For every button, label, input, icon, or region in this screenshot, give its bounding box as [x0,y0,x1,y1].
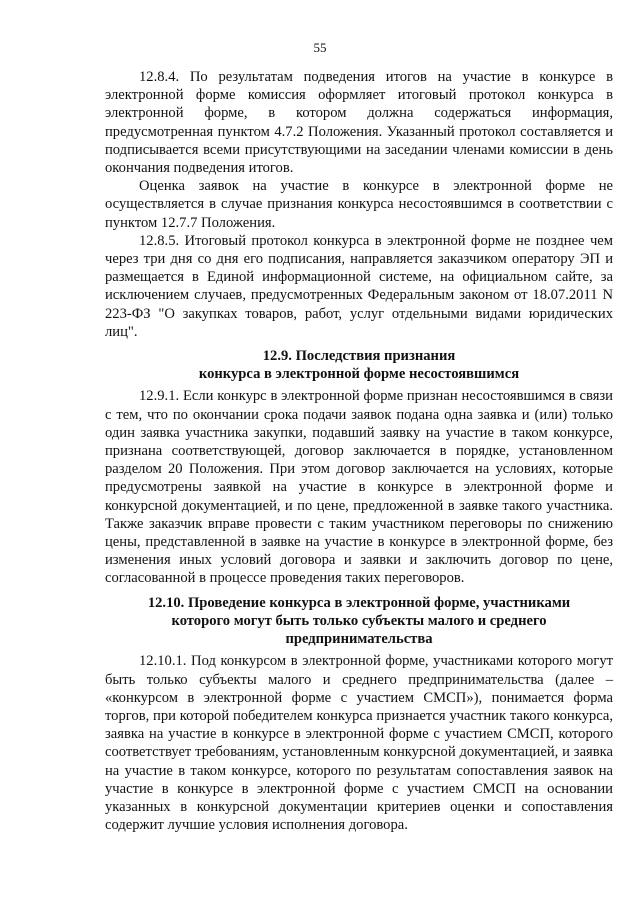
paragraph-evaluation-note: Оценка заявок на участие в конкурсе в электронной форме не осуществляется в случае признания конкурса несостоявшимся в соответствии с пунктом 12.7.7 Положения. [105,178,613,231]
paragraph-12-8-5: 12.8.5. Итоговый протокол конкурса в электронной форме не позднее чем через три дня со дня его подписания, направляется заказчиком оператору ЭП и размещается в Единой информационной системе, на официальном сайте, за исключением случаев, предусмотренных Федеральным законом от 18.07.2011 N 223-ФЗ "О закупках товаров, работ, услуг отдельными видами юридических лиц". [105,232,613,340]
section-heading-12-10-line3: предпринимательства [285,631,433,648]
section-heading-12-10-line2: которого могут быть только субъекты малого и среднего [171,612,547,629]
paragraph-12-8-4: 12.8.4. По результатам подведения итогов на участие в конкурсе в электронной форме комиссия оформляет итоговый протокол конкурса в электронной форме, в котором должна содержаться информация, предусмотренная пунктом 4.7.2 Положения. Указанный протокол составляется и подписывается всеми присутствующими на заседании членами комиссии в день окончания подведения итогов. [105,69,613,177]
page-content [105,68,613,834]
section-heading-12-10-line1: 12.10. Проведение конкурса в электронной форме, участниками [147,594,571,611]
page-number: 55 [313,40,327,55]
section-heading-12-9 [105,347,613,383]
section-heading-12-9-line2: конкурса в электронной форме несостоявшимся [198,366,520,383]
section-heading-12-9-line1: 12.9. Последствия признания [262,348,456,365]
paragraph-12-10-1: 12.10.1. Под конкурсом в электронной форме, участниками которого могут быть только субъекты малого и среднего предпринимательства (далее – «конкурсом в электронной форме с участием СМСП»), понимается форма торгов, при которой победителем конкурса признается участник такого конкурса, заявка на участие в конкурсе в электронной форме с участием СМСП, которого соответствует требованиям, установленным конкурсной документацией, и заявка на участие в таком конкурсе, которого по результатам сопоставления заявок на участие в конкурсе в электронной форме с участием СМСП на основании указанных в конкурсной документации критериев оценки и сопоставления содержит лучшие условия исполнения договора. [105,653,613,834]
paragraph-12-9-1: 12.9.1. Если конкурс в электронной форме признан несостоявшимся в связи с тем, что по окончании срока подачи заявок подана одна заявка и (или) только один заявка участника закупки, подавший заявку на участие в таком конкурсе, признана соответствующей, договор заключается в порядке, установленном разделом 20 Положения. При этом договор заключается на условиях, которые предусмотрены заявкой на участие в конкурсе в электронной форме и конкурсной документацией, и по цене, предложенной в заявке такого участника. Также заказчик вправе провести с таким участником переговоры по снижению цены, представленной в заявке на участие в конкурсе в электронной форме, без изменения иных условий договора и заявки и заключить договор по цене, согласованной в процессе проведения таких переговоров. [105,388,613,587]
section-heading-12-10 [105,594,613,649]
